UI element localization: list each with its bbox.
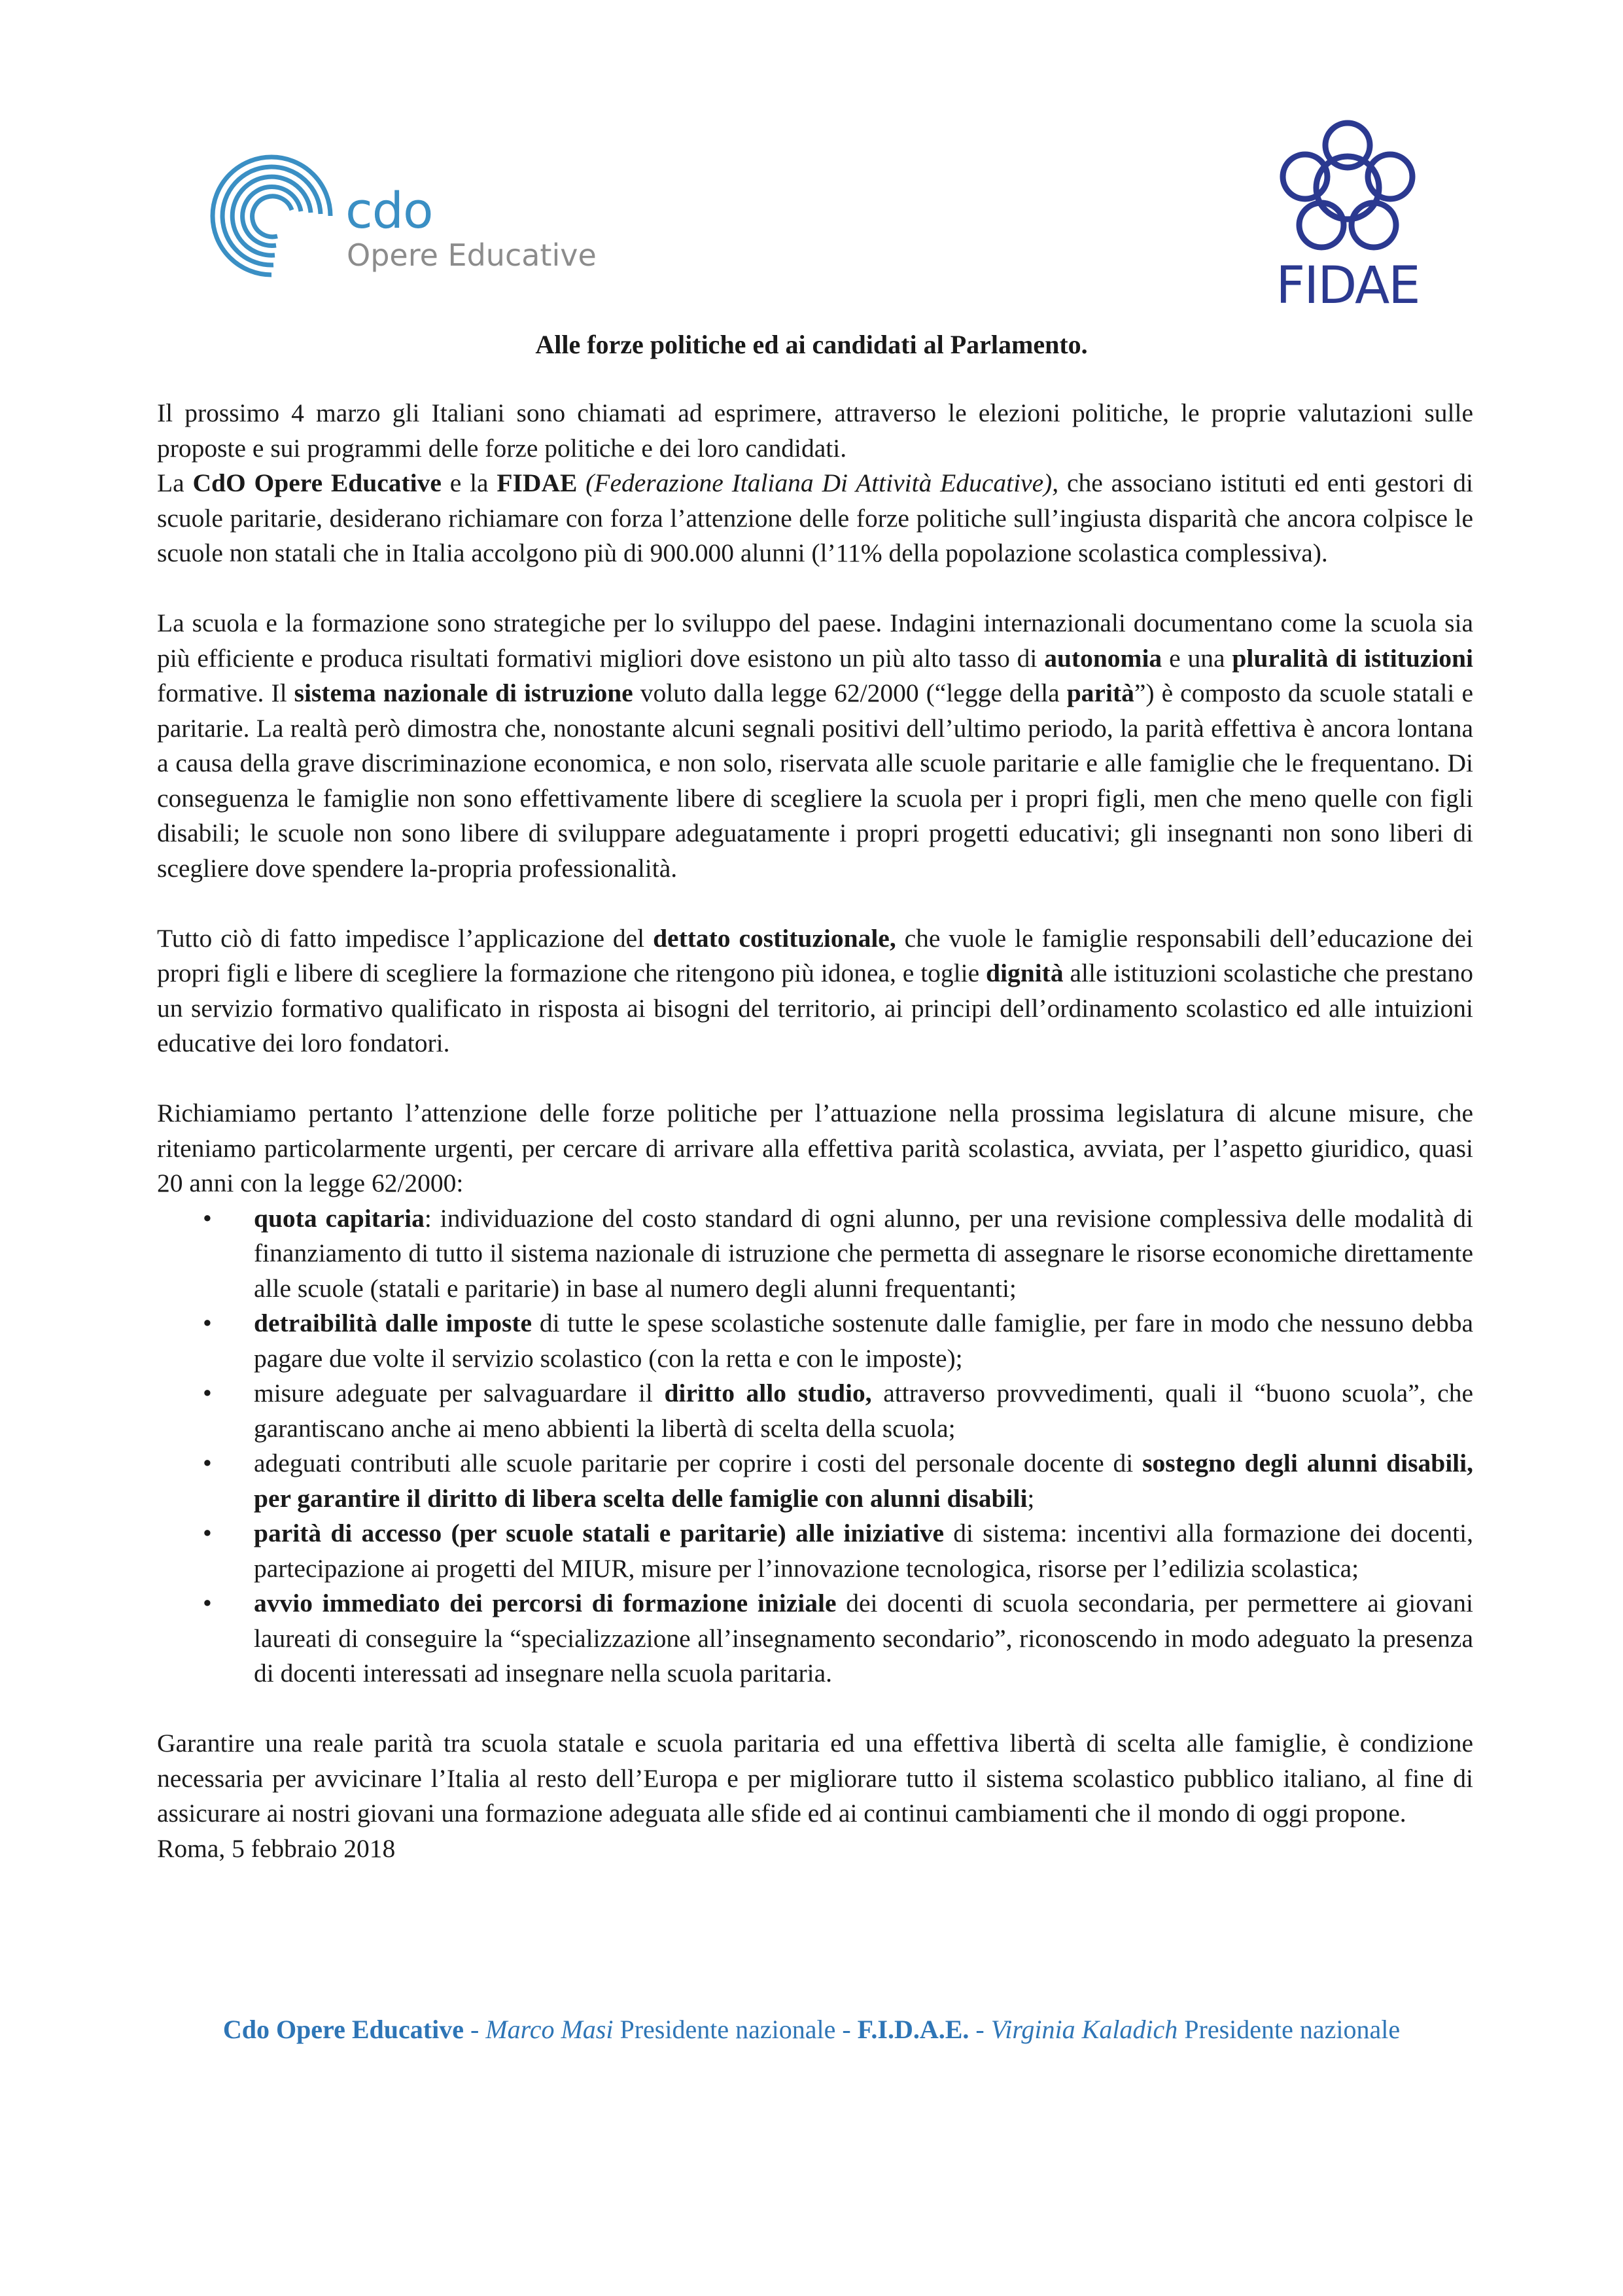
list-item: • misure adeguate per salvaguardare il diritto allo studio, attraverso provvedimenti, quali il “buono scuola”, che garantiscano anche ai meno abbienti la libertà di scelta della scuola;	[157, 1376, 1473, 1446]
document-title: Alle forze politiche ed ai candidati al Parlamento.	[535, 330, 1088, 359]
signature-name-masi: Marco Masi	[485, 2015, 614, 2044]
paragraph-associations: La CdO Opere Educative e la FIDAE (Federazione Italiana Di Attività Educative), che associano istituti ed enti gestori di scuole paritarie, desiderano richiamare con forza l’attenzione delle forze politiche sull’ingiusta disparità che ancora colpisce le scuole non statali che in Italia accolgono più di 900.000 alunni (l’11% della popolazione scolastica complessiva).	[157, 468, 1473, 567]
bullet-icon: •	[203, 1309, 212, 1337]
bullet-icon: •	[203, 1379, 212, 1407]
fidae-knot-icon	[1266, 119, 1429, 256]
paragraph-request: Richiamiamo pertanto l’attenzione delle forze politiche per l’attuazione nella prossima legislatura di alcune misure, che riteniamo particolarmente urgenti, per cercare di arrivare alla effettiva parità scolastica, avviata, per l’aspetto giuridico, quasi 20 anni con la legge 62/2000:	[157, 1099, 1473, 1197]
signature-name-kaladich: Virginia Kaladich	[990, 2015, 1178, 2044]
cdo-logo	[196, 141, 615, 291]
list-item: • quota capitaria: individuazione del costo standard di ogni alunno, per una revisione complessiva delle modalità di finanziamento di tutto il sistema nazionale di istruzione che permetta di assegnare le risorse economiche direttamente alle scuole (statali e paritarie) in base al numero degli alunni frequentanti;	[157, 1201, 1473, 1307]
document-date: Roma, 5 febbraio 2018	[157, 1833, 396, 1863]
cdo-spiral-icon	[196, 141, 347, 291]
signature-line: Cdo Opere Educative - Marco Masi Presidente nazionale - F.I.D.A.E. - Virginia Kaladich Presidente nazionale	[222, 2015, 1401, 2044]
list-item: • parità di accesso (per scuole statali e paritarie) alle iniziative di sistema: incentivi alla formazione dei docenti, partecipazione ai progetti del MIUR, misure per l’innovazione tecnologica, risorse per l’edilizia scolastica;	[157, 1516, 1473, 1586]
paragraph-strategy: La scuola e la formazione sono strategiche per lo sviluppo del paese. Indagini internazionali documentano come la scuola sia più efficiente e produca risultati formativi migliori dove esistono un più alto tasso di autonomia e una pluralità di istituzioni formative. Il sistema nazionale di istruzione voluto dalla legge 62/2000 (“legge della parità”) è composto da scuole statali e paritarie. La realtà però dimostra che, nonostante alcuni segnali positivi dell’ultimo periodo, la parità effettiva è ancora lontana a causa della grave discriminazione economica, e non solo, riservata alle scuole paritarie e alle famiglie che le frequentano. Di conseguenza le famiglie non sono effettivamente libere di scegliere la scuola per i propri figli, men che meno quelle con figli disabili; le scuole non sono libere di sviluppare adeguatamente i propri progetti educativi; gli insegnanti non sono liberi di scegliere dove spendere la-propria professionalità.	[157, 609, 1473, 883]
measures-list	[157, 1201, 1473, 1691]
signature-org-fidae: F.I.D.A.E.	[857, 2015, 969, 2044]
paragraph-constitution: Tutto ciò di fatto impedisce l’applicazione del dettato costituzionale, che vuole le famiglie responsabili dell’educazione dei propri figli e libere di scegliere la formazione che ritengono più idonea, e toglie dignità alle istituzioni scolastiche che prestano un servizio formativo qualificato in risposta ai bisogni del territorio, ai principi dell’ordinamento scolastico ed alle intuizioni educative dei loro fondatori.	[157, 923, 1473, 1057]
cdo-logo-subtitle: Opere Educative	[347, 238, 597, 273]
bullet-icon: •	[203, 1519, 212, 1547]
fidae-full-name: (Federazione Italiana Di Attività Educative),	[585, 468, 1059, 497]
paragraph-conclusion: Garantire una reale parità tra scuola statale e scuola paritaria ed una effettiva libertà di scelta alle famiglie, è condizione necessaria per avvicinare l’Italia al resto dell’Europa e per migliorare tutto il sistema scolastico pubblico italiano, al fine di assicurare ai nostri giovani una formazione adeguata alle sfide ed ai continui cambiamenti che il mondo di oggi propone.	[157, 1729, 1473, 1828]
bullet-icon: •	[203, 1589, 212, 1617]
signature-org-cdo: Cdo Opere Educative	[222, 2015, 464, 2044]
list-item: • avvio immediato dei percorsi di formazione iniziale dei docenti di scuola secondaria, per permettere ai giovani laureati di conseguire la “specializzazione all’insegnamento secondario”, riconoscendo in modo adeguato la presenza di docenti interessati ad insegnare nella scuola paritaria.	[157, 1586, 1473, 1691]
fidae-name: FIDAE	[497, 468, 578, 497]
fidae-logo-text: FIDAE	[1276, 256, 1420, 315]
paragraph-intro: Il prossimo 4 marzo gli Italiani sono chiamati ad esprimere, attraverso le elezioni politiche, le proprie valutazioni sulle proposte e sui programmi delle forze politiche e dei loro candidati.	[157, 398, 1473, 463]
fidae-logo	[1266, 119, 1429, 315]
letter-body	[157, 396, 1473, 1866]
cdo-name: CdO Opere Educative	[192, 468, 442, 497]
bullet-icon: •	[203, 1449, 212, 1477]
list-item: • adeguati contributi alle scuole paritarie per coprire i costi del personale docente di sostegno degli alunni disabili, per garantire il diritto di libera scelta delle famiglie con alunni disabili;	[157, 1446, 1473, 1516]
bullet-icon: •	[203, 1203, 212, 1233]
list-item: • detraibilità dalle imposte di tutte le spese scolastiche sostenute dalle famiglie, per fare in modo che nessuno debba pagare due volte il servizio scolastico (con la retta e con le imposte);	[157, 1306, 1473, 1376]
cdo-logo-text: cdo	[345, 181, 433, 239]
